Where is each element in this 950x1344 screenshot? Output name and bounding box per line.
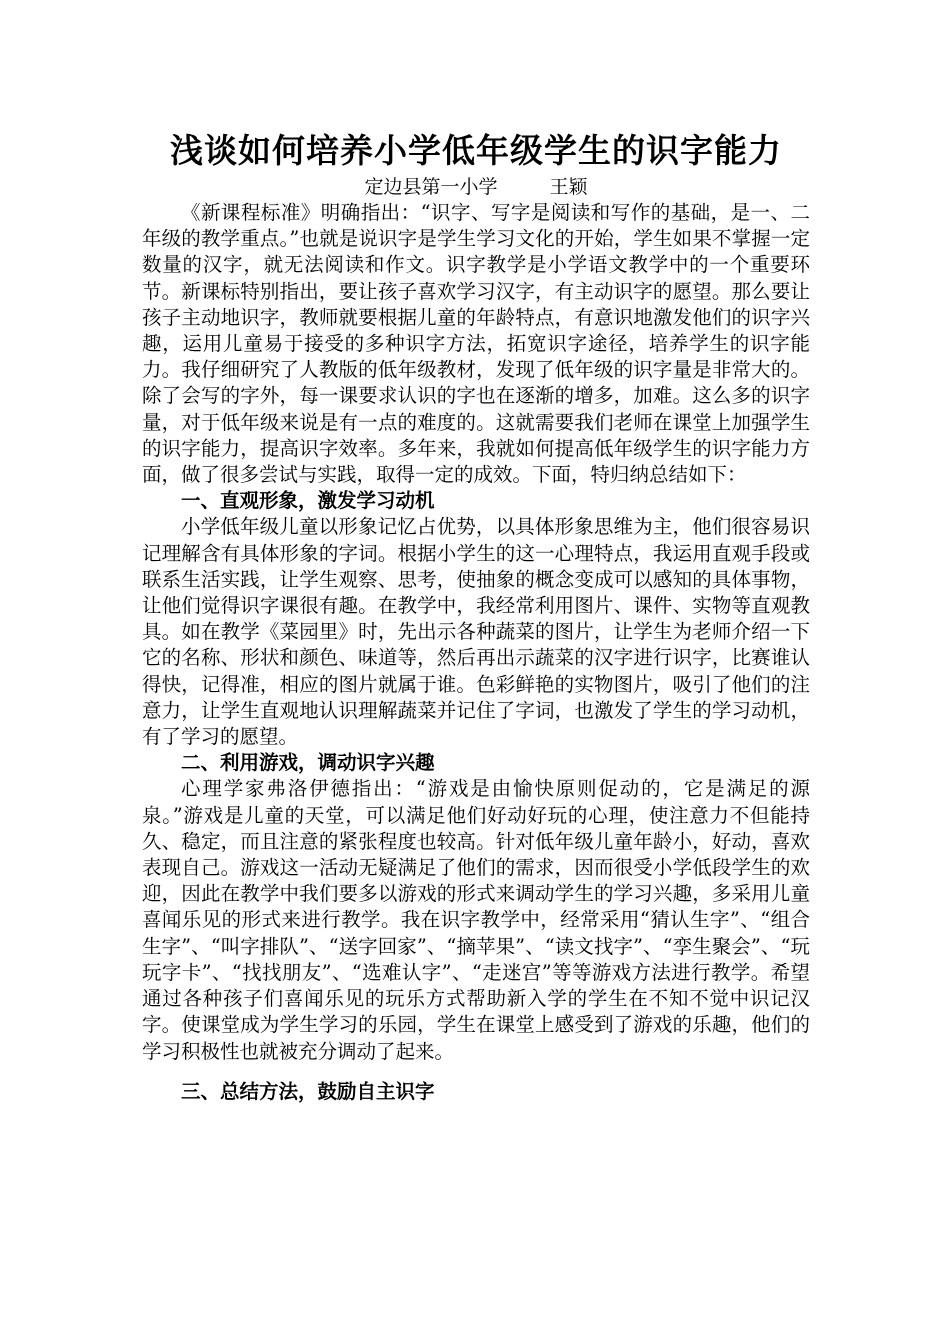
author-name: 王颖 xyxy=(549,176,588,198)
section-heading-3: 三、总结方法，鼓励自主识字 xyxy=(181,1079,435,1103)
author-school: 定边县第一小学 xyxy=(364,176,498,198)
byline xyxy=(142,174,810,200)
section-heading-1: 一、直观形象，激发学习动机 xyxy=(181,489,435,513)
document-title: 浅谈如何培养小学低年级学生的识字能力 xyxy=(170,131,782,170)
section-1-paragraph: 小学低年级儿童以形象记忆占优势，以具体形象思维为主，他们很容易识记理解含有具体形象的字词。根据小学生的这一心理特点，我运用直观手段或联系生活实践，让学生观察、思考，使抽象的概念变成可以感知的具体事物，让他们觉得识字课很有趣。在教学中，我经常利用图片、课件、实物等直观教具。如在教学《菜园里》时，先出示各种蔬菜的图片，让学生为老师介绍一下它的名称、形状和颜色、味道等，然后再出示蔬菜的汉字进行识字，比赛谁认得快，记得准，相应的图片就属于谁。色彩鲜艳的实物图片，吸引了他们的注意力，让学生直观地认识理解蔬菜并记住了字词，也激发了学生的学习动机，有了学习的愿望。 xyxy=(142,515,810,749)
section-2-paragraph: 心理学家弗洛伊德指出：“游戏是由愉快原则促动的，它是满足的源泉。”游戏是儿童的天堂，可以满足他们好动好玩的心理，使注意力不但能持久、稳定，而且注意的紧张程度也较高。针对低年级儿童年龄小，好动，喜欢表现自己。游戏这一活动无疑满足了他们的需求，因而很受小学低段学生的欢迎，因此在教学中我们要多以游戏的形式来调动学生的学习兴趣，多采用儿童喜闻乐见的形式来进行教学。我在识字教学中，经常采用“猜认生字”、“组合生字”、“叫字排队”、“送字回家”、“摘苹果”、“读文找字”、“孪生聚会”、“玩玩字卡”、“找找朋友”、“选难认字”、“走迷宫”等等游戏方法进行教学。希望通过各种孩子们喜闻乐见的玩乐方式帮助新入学的学生在不知不觉中识记汉字。使课堂成为学生学习的乐园，学生在课堂上感受到了游戏的乐趣，他们的学习积极性也就被充分调动了起来。 xyxy=(142,777,810,1063)
section-heading-2: 二、利用游戏，调动识字兴趣 xyxy=(181,751,435,775)
intro-paragraph: 《新课程标准》明确指出：“识字、写字是阅读和写作的基础，是一、二年级的教学重点。”也就是说识字是学生学习文化的开始，学生如果不掌握一定数量的汉字，就无法阅读和作文。识字教学是小学语文教学中的一个重要环节。新课标特别指出，要让孩子喜欢学习汉字，有主动识字的愿望。那么要让孩子主动地识字，教师就要根据儿童的年龄特点，有意识地激发他们的识字兴趣，运用儿童易于接受的多种识字方法，拓宽识字途径，培养学生的识字能力。我仔细研究了人教版的低年级教材，发现了低年级的识字量是非常大的。除了会写的字外，每一课要求认识的字也在逐渐的增多，加难。这么多的识字量，对于低年级来说是有一点的难度的。这就需要我们老师在课堂上加强学生的识字能力，提高识字效率。多年来，我就如何提高低年级学生的识字能力方面，做了很多尝试与实践，取得一定的成效。下面，特归纳总结如下： xyxy=(142,201,810,487)
